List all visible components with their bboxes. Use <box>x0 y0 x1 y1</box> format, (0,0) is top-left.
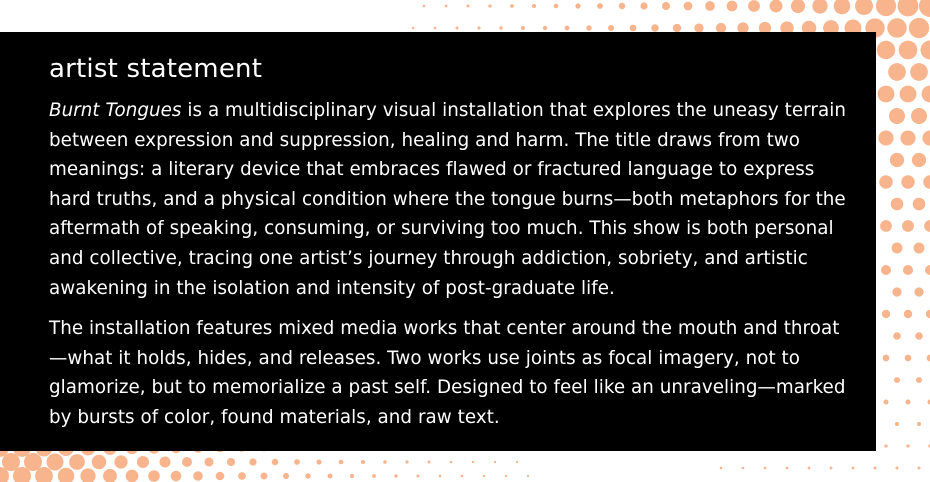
artist-statement-panel <box>0 32 876 451</box>
statement-paragraph-1-text: is a multidisciplinary visual installation that explores the uneasy terrain between expression and suppression, healing and harm. The title draws from two meanings: a literary device that embraces flawed or fractured language to express hard truths, and a physical condition where the tongue burns—both metaphors for the aftermath of speaking, consuming, or surviving too much. This show is both personal and collective, tracing one artist’s journey through addiction, sobriety, and artistic awakening in the isolation and intensity of post-graduate life. <box>49 100 846 299</box>
statement-paragraph-2: The installation features mixed media works that center around the mouth and throat—what it holds, hides, and releases. Two works use joints as focal imagery, not to glamorize, but to memorialize a past self. Designed to feel like an unraveling—marked by bursts of color, found materials, and raw text. <box>49 318 846 428</box>
statement-paragraph-1 <box>49 96 846 303</box>
show-title: Burnt Tongues <box>49 100 182 121</box>
artist-statement-heading: artist statement <box>49 54 263 84</box>
